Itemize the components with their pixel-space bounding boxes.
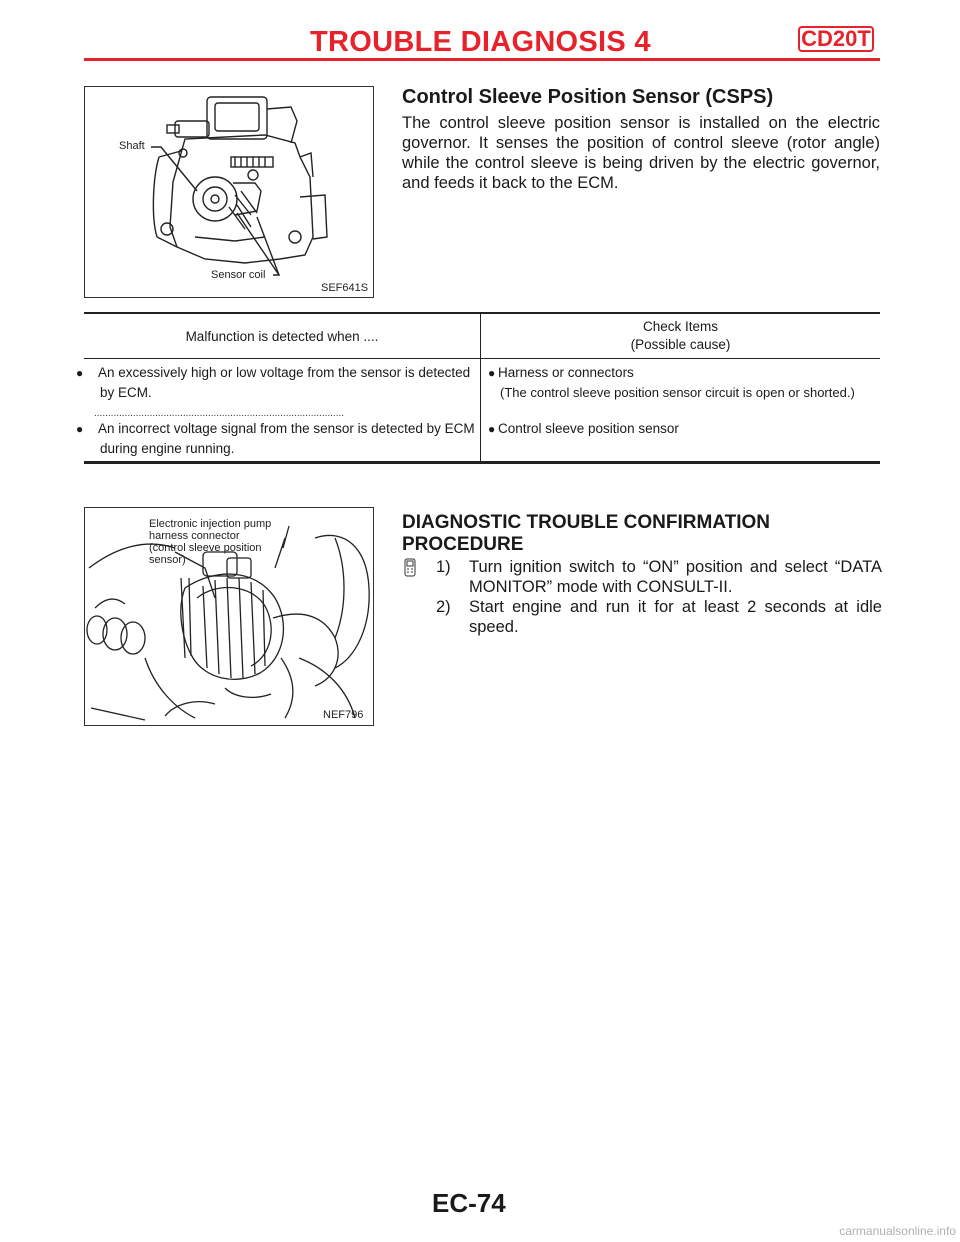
watermark: carmanualsonline.info: [839, 1224, 956, 1238]
procedure-step: 1) Turn ignition switch to “ON” position and select “DATA MONITOR” mode with CONSULT-II.: [436, 558, 882, 596]
dtc-procedure-steps: [436, 557, 882, 637]
page-header-title: TROUBLE DIAGNOSIS 4: [310, 26, 651, 58]
harness-connector-figure: [84, 507, 374, 726]
check-item: ● Control sleeve position sensor: [488, 419, 868, 439]
bullet-icon: ●: [76, 366, 84, 380]
figure1-code: SEF641S: [321, 282, 369, 294]
check-item: ● Harness or connectors: [488, 363, 868, 383]
csps-title: Control Sleeve Position Sensor (CSPS): [402, 86, 774, 108]
malfunction-table: [76, 312, 880, 464]
procedure-step: 2) Start engine and run it for at least 2 seconds at idle speed.: [436, 598, 882, 636]
malfunction-item: ● An excessively high or low voltage from the sensor is detected by ECM.: [76, 365, 471, 400]
consult-tool-icon: [403, 558, 417, 578]
engine-code-badge: CD20T: [798, 26, 874, 52]
label-sensor-coil: Sensor coil: [211, 269, 266, 281]
sensor-illustration-figure: [84, 86, 374, 298]
label-harness-connector: Electronic injection pump harness connector (control sleeve position sensor): [149, 518, 272, 566]
figure2-code: NEF796: [323, 709, 364, 721]
bullet-icon: ●: [488, 366, 496, 380]
bullet-icon: ●: [76, 422, 84, 436]
header-malfunction: Malfunction is detected when ....: [185, 329, 379, 344]
header-rule: [84, 58, 880, 61]
bullet-icon: ●: [488, 422, 496, 436]
check-item-note: (The control sleeve position sensor circuit is open or shorted.): [500, 385, 855, 400]
header-check-items: Check Items (Possible cause): [630, 319, 731, 352]
dtc-title: DIAGNOSTIC TROUBLE CONFIRMATION PROCEDURE: [402, 512, 771, 555]
page-number: EC-74: [432, 1188, 506, 1218]
dotted-divider: ..........................................................................................: [94, 408, 345, 419]
pump-sensor-drawing: [85, 87, 375, 299]
label-shaft: Shaft: [119, 140, 145, 152]
malfunction-item: ● An incorrect voltage signal from the sensor is detected by ECM during engine running.: [76, 421, 475, 456]
csps-description: The control sleeve position sensor is installed on the electric governor. It senses the position of control sleeve (rotor angle) while the control sleeve is being driven by the electric governor, and feeds it back to the ECM.: [402, 114, 880, 192]
